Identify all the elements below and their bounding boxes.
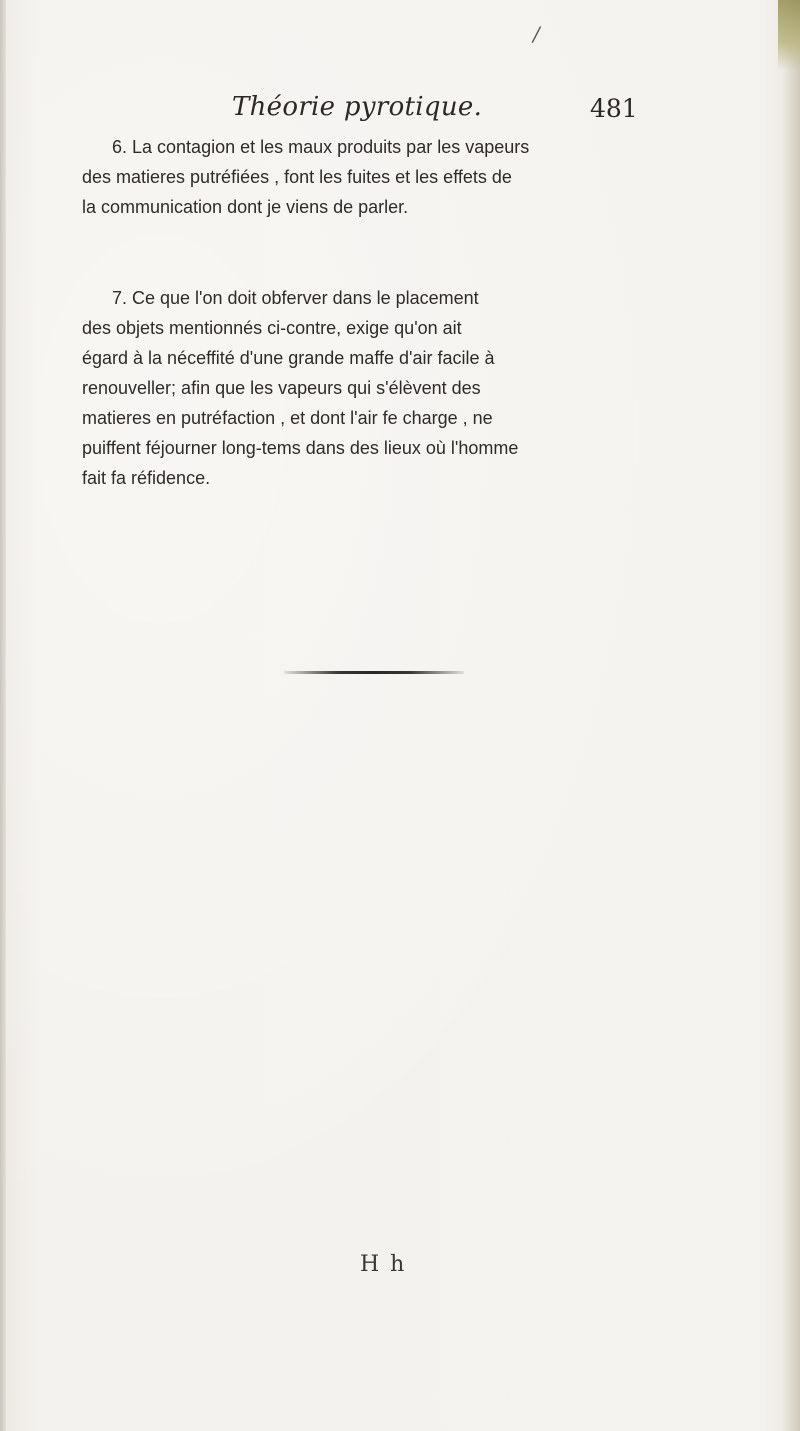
text-line: des matieres putréfiées , font les fuites et les effets de [82,167,512,187]
text-line: matieres en putréfaction , et dont l'air fe charge , ne [82,408,493,428]
page-right-edge [782,0,800,1431]
text-line: la communication dont je viens de parler. [82,197,409,217]
corner-stain [778,0,800,70]
page-binding-edge [0,0,6,1431]
text-line: égard à la néceffité d'une grande maffe d'air facile à [82,348,495,368]
running-title: Théorie pyrotique. [232,92,483,122]
text-line: 6. La contagion et les maux produits par les vapeurs [112,137,530,157]
corner-mark: / [533,22,540,46]
page-header [0,92,800,128]
signature-mark: H h [360,1252,407,1277]
text-line: renouveller; afin que les vapeurs qui s'élèvent des [82,378,481,398]
page-number: 481 [590,94,638,123]
paragraph-7 [82,283,642,493]
text-line: puiffent féjourner long-tems dans des lieux où l'homme [82,438,519,458]
text-line: 7. Ce que l'on doit obferver dans le placement [112,288,479,308]
text-line: des objets mentionnés ci-contre, exige qu'on ait [82,318,462,338]
section-divider-rule [284,671,464,674]
paragraph-6 [82,132,642,222]
text-line: fait fa réfidence. [82,468,211,488]
